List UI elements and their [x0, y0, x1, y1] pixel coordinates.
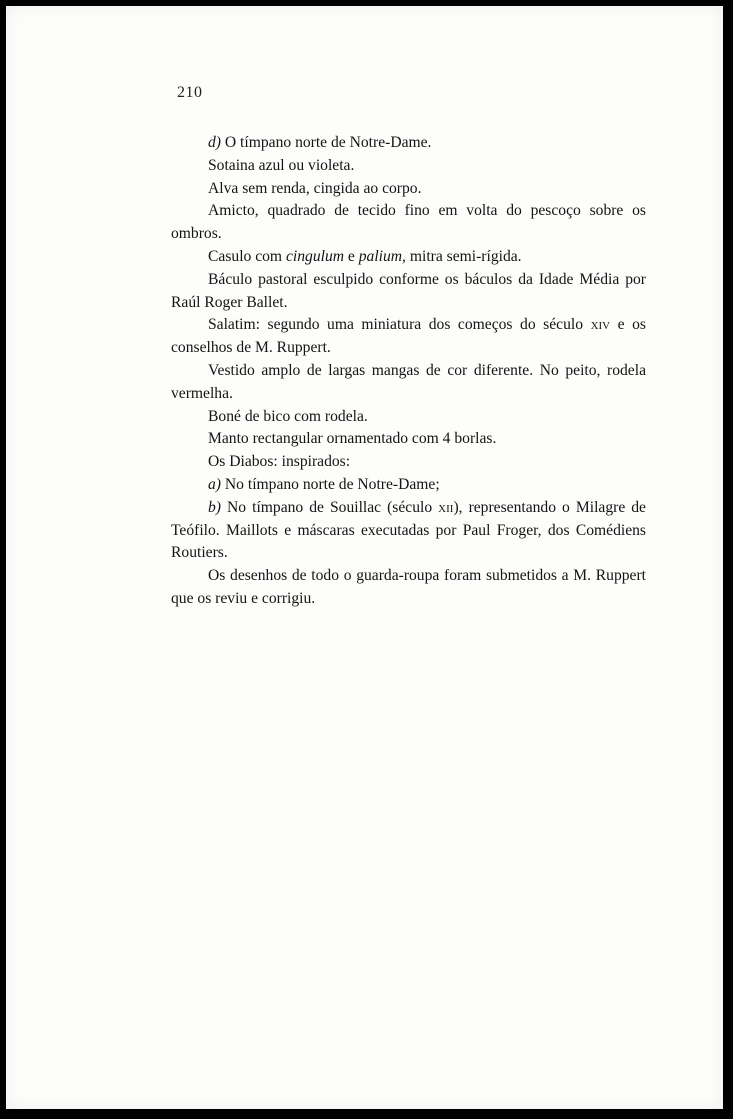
paragraph-text: Alva sem renda, cingida ao corpo.	[208, 179, 422, 197]
paragraph-desenhos	[171, 565, 646, 611]
italic-term: cingulum	[285, 247, 345, 265]
paragraph-salatim	[171, 314, 646, 360]
paragraph-text: No tímpano de Souillac (século	[221, 498, 439, 516]
paragraph-vestido	[171, 360, 646, 406]
page-number: 210	[177, 84, 203, 101]
paragraph-text: e os conselhos de M. Ruppert.	[171, 316, 646, 357]
paragraph-text: Sotaina azul ou violeta.	[208, 156, 355, 174]
paragraph-bone	[171, 406, 646, 429]
paragraph-text: Manto rectangular ornamentado com 4 borlas.	[208, 430, 497, 448]
paragraph-sotaina	[171, 155, 646, 178]
paragraph-d	[171, 132, 646, 155]
paragraph-b	[171, 497, 646, 565]
paragraph-text: O tímpano norte de Notre-Dame.	[221, 134, 432, 151]
paragraph-text: mitra semi-rígida.	[405, 247, 522, 265]
paragraph-text: Boné de bico com rodela.	[208, 407, 368, 425]
list-marker-a: a)	[208, 475, 221, 493]
paragraph-text: Amicto, quadrado de tecido fino em volta do pescoço sobre os ombros.	[171, 202, 646, 243]
roman-numeral: xiv	[590, 316, 611, 334]
list-marker-b: b)	[208, 498, 221, 516]
paragraph-alva	[171, 178, 646, 201]
paragraph-text: Os desenhos de todo o guarda-roupa foram submetidos a M. Ruppert que os reviu e corrigiu.	[171, 567, 646, 607]
paragraph-a	[171, 474, 646, 497]
paragraph-amicto	[171, 200, 646, 246]
paragraph-text: Báculo pastoral esculpido conforme os báculos da Idade Média por Raúl Roger Ballet.	[171, 270, 646, 311]
paragraph-casulo	[171, 246, 646, 269]
paragraph-text: Vestido amplo de largas mangas de cor diferente. No peito, rodela vermelha.	[171, 361, 646, 402]
paragraph-text: Casulo com	[208, 247, 286, 265]
paragraph-text: Os Diabos: inspirados:	[208, 453, 351, 471]
paragraph-text: e	[344, 247, 359, 265]
paragraph-baculo	[171, 269, 646, 315]
book-page	[6, 6, 723, 1109]
body-text	[171, 132, 646, 611]
italic-term: palium,	[358, 247, 406, 265]
paragraph-text: Salatim: segundo uma miniatura dos começos do século	[208, 316, 591, 334]
list-marker-d: d)	[208, 134, 221, 151]
roman-numeral: xii	[438, 498, 454, 516]
paragraph-text: No tímpano norte de Notre-Dame;	[221, 475, 440, 493]
paragraph-text: ), representando o Milagre de Teófilo. Maillots e máscaras executadas por Paul Froger, dos Comédiens Routiers.	[171, 498, 646, 562]
paragraph-manto	[171, 428, 646, 451]
paragraph-diabos	[171, 451, 646, 474]
